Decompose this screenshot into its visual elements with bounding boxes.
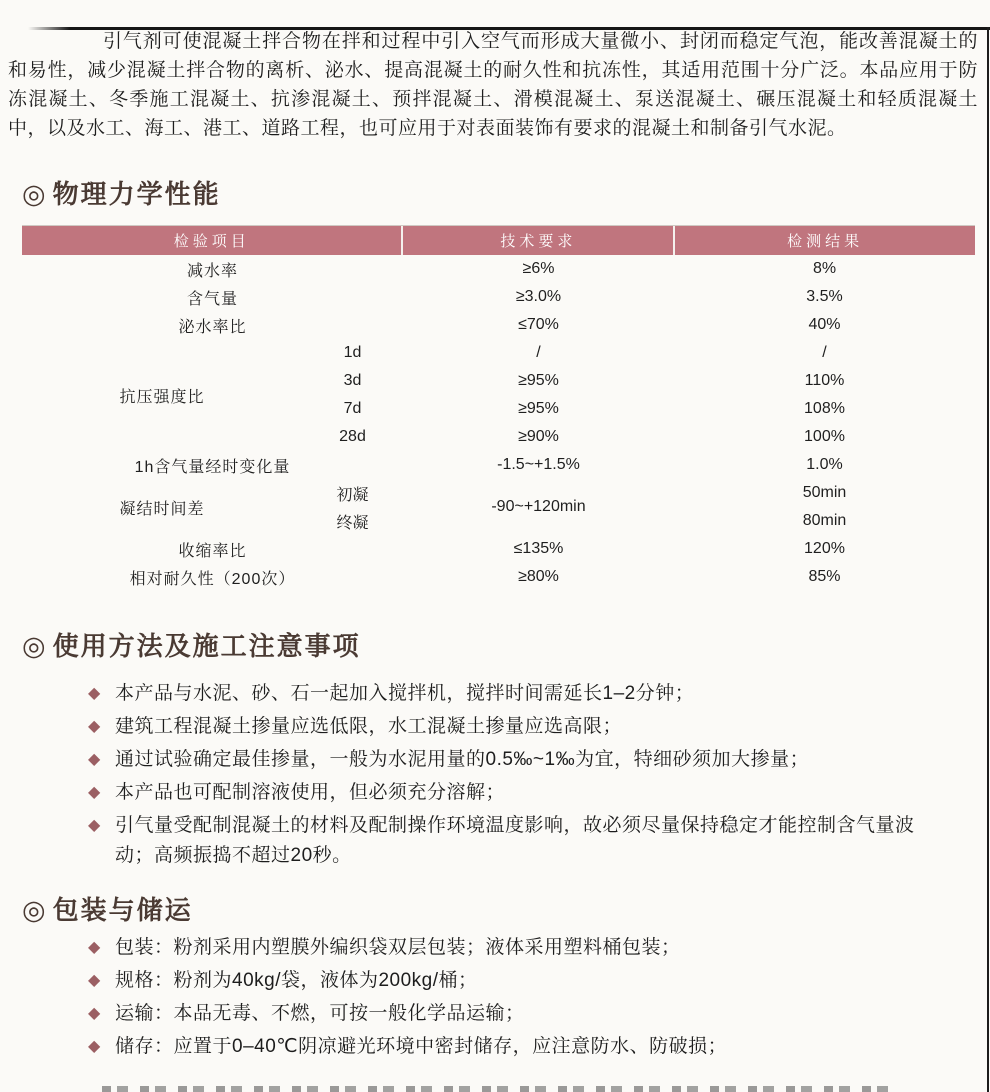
cell-requirement: ≥95% [518,372,559,389]
table-header-row [22,226,975,255]
list-item [0,679,990,709]
cell-requirement: -90~+120min [491,498,586,515]
cell-result: 8% [812,260,837,277]
cell-result: 85% [808,568,841,585]
packaging-bullet-list [0,933,990,1062]
bullet-text: 建筑工程混凝土掺量应选低限，水工混凝土掺量应选高限； [115,716,623,737]
bullet-text: 引气量受配制混凝土的材料及配制操作环境温度影响，故必须尽量保持稳定才能控制含气量波动；高频振捣不超过20秒。 [115,815,915,866]
bullet-text: 运输：本品无毒、不燃，可按一般化学品运输； [115,1003,525,1024]
diamond-bullet-icon: ◆ [88,1038,101,1055]
header-cell-item: 检验项目 [173,233,250,250]
cell-requirement: ≥90% [518,428,559,445]
cell-requirement: ≥6% [522,260,555,277]
diamond-bullet-icon: ◆ [88,817,101,834]
diamond-bullet-icon: ◆ [88,685,101,702]
clipped-text-fragment [102,1086,892,1092]
list-item [0,999,990,1029]
cell-requirement: ≥80% [518,568,559,585]
list-item [0,966,990,996]
cell-requirement: / [536,344,541,361]
section-heading-packaging [22,893,990,927]
table-row [22,451,975,479]
section-title: 物理力学性能 [52,179,221,209]
cell-result: 3.5% [806,288,843,305]
diamond-bullet-icon: ◆ [88,718,101,735]
table-group-setting-time [22,479,975,535]
diamond-bullet-icon: ◆ [88,972,101,989]
diamond-bullet-icon: ◆ [88,784,101,801]
table-row [22,535,975,563]
cell-sub-label: 7d [343,400,362,417]
cell-item: 含气量 [186,290,238,308]
cell-requirement: ≥3.0% [515,288,562,305]
page-top-rule [0,27,990,30]
group-label: 凝结时间差 [119,500,205,518]
cell-result: 50min [802,484,847,501]
diamond-bullet-icon: ◆ [88,1005,101,1022]
table-row [22,255,975,283]
section-title: 使用方法及施工注意事项 [52,631,361,661]
cell-sub-label: 3d [343,372,362,389]
cell-item: 减水率 [186,262,238,280]
table-row [22,311,975,339]
table-group-strength [22,339,975,451]
list-item [0,745,990,775]
bullet-text: 本产品与水泥、砂、石一起加入搅拌机，搅拌时间需延长1–2分钟； [115,683,695,704]
cell-sub-label: 初凝 [336,486,369,504]
section-heading-usage [22,629,990,663]
cell-result: 80min [802,512,847,529]
cell-result: 100% [804,428,845,445]
page-right-edge [987,27,989,1092]
table-row [302,367,975,395]
section-marker-icon: ◎ [22,179,46,209]
list-item [0,933,990,963]
bullet-text: 本产品也可配制溶液使用，但必须充分溶解； [115,782,506,803]
header-cell-result: 检测结果 [673,226,975,255]
table-row [302,339,975,367]
physical-properties-table [22,225,975,591]
list-item [0,778,990,808]
cell-result: 1.0% [806,456,843,473]
section-title: 包装与储运 [52,895,193,925]
table-row [22,563,975,591]
cell-result: 40% [808,316,841,333]
cell-sub-label: 终凝 [336,514,369,532]
cell-requirement: ≤135% [513,540,564,557]
list-item [0,811,990,871]
list-item [0,1032,990,1062]
cell-result: / [822,344,827,361]
diamond-bullet-icon: ◆ [88,751,101,768]
section-heading-physical [22,177,990,211]
header-cell-requirement: 技术要求 [401,226,673,255]
intro-paragraph: 引气剂可使混凝土拌合物在拌和过程中引入空气而形成大量微小、封闭而稳定气泡，能改善混凝土的和易性，减少混凝土拌合物的离析、泌水、提高混凝土的耐久性和抗冻性，其适用范围十分广泛。本品应用于防冻混凝土、冬季施工混凝土、抗渗混凝土、预拌混凝土、滑模混凝土、泵送混凝土、碾压混凝土和轻质混凝土中，以及水工、海工、港工、道路工程，也可应用于对表面装饰有要求的混凝土和制备引气水泥。 [8,31,978,139]
cell-result: 110% [804,372,845,389]
bullet-text: 包装：粉剂采用内塑膜外编织袋双层包装；液体采用塑料桶包装； [115,937,681,958]
diamond-bullet-icon: ◆ [88,939,101,956]
cell-result: 120% [804,540,845,557]
cell-item: 收缩率比 [178,542,247,560]
cell-item: 1h含气量经时变化量 [134,458,291,476]
cell-requirement: ≤70% [518,316,559,333]
usage-bullet-list [0,679,990,871]
section-marker-icon: ◎ [22,895,46,925]
cell-sub-label: 1d [343,344,362,361]
cell-sub-label: 28d [339,428,366,445]
cell-item: 泌水率比 [178,318,247,336]
bullet-text: 规格：粉剂为40kg/袋，液体为200kg/桶； [115,970,478,991]
cell-result: 108% [804,400,845,417]
section-marker-icon: ◎ [22,631,46,661]
table-row [302,423,975,451]
bullet-text: 通过试验确定最佳掺量，一般为水泥用量的0.5‰~1‰为宜，特细砂须加大掺量； [115,749,810,770]
cell-requirement: -1.5~+1.5% [497,456,580,473]
group-label: 抗压强度比 [119,388,205,406]
table-row [302,395,975,423]
table-row [22,283,975,311]
cell-requirement: ≥95% [518,400,559,417]
cell-item: 相对耐久性（200次） [129,570,296,588]
list-item [0,712,990,742]
bullet-text: 储存：应置于0–40℃阴凉避光环境中密封储存，应注意防水、防破损； [115,1036,728,1057]
